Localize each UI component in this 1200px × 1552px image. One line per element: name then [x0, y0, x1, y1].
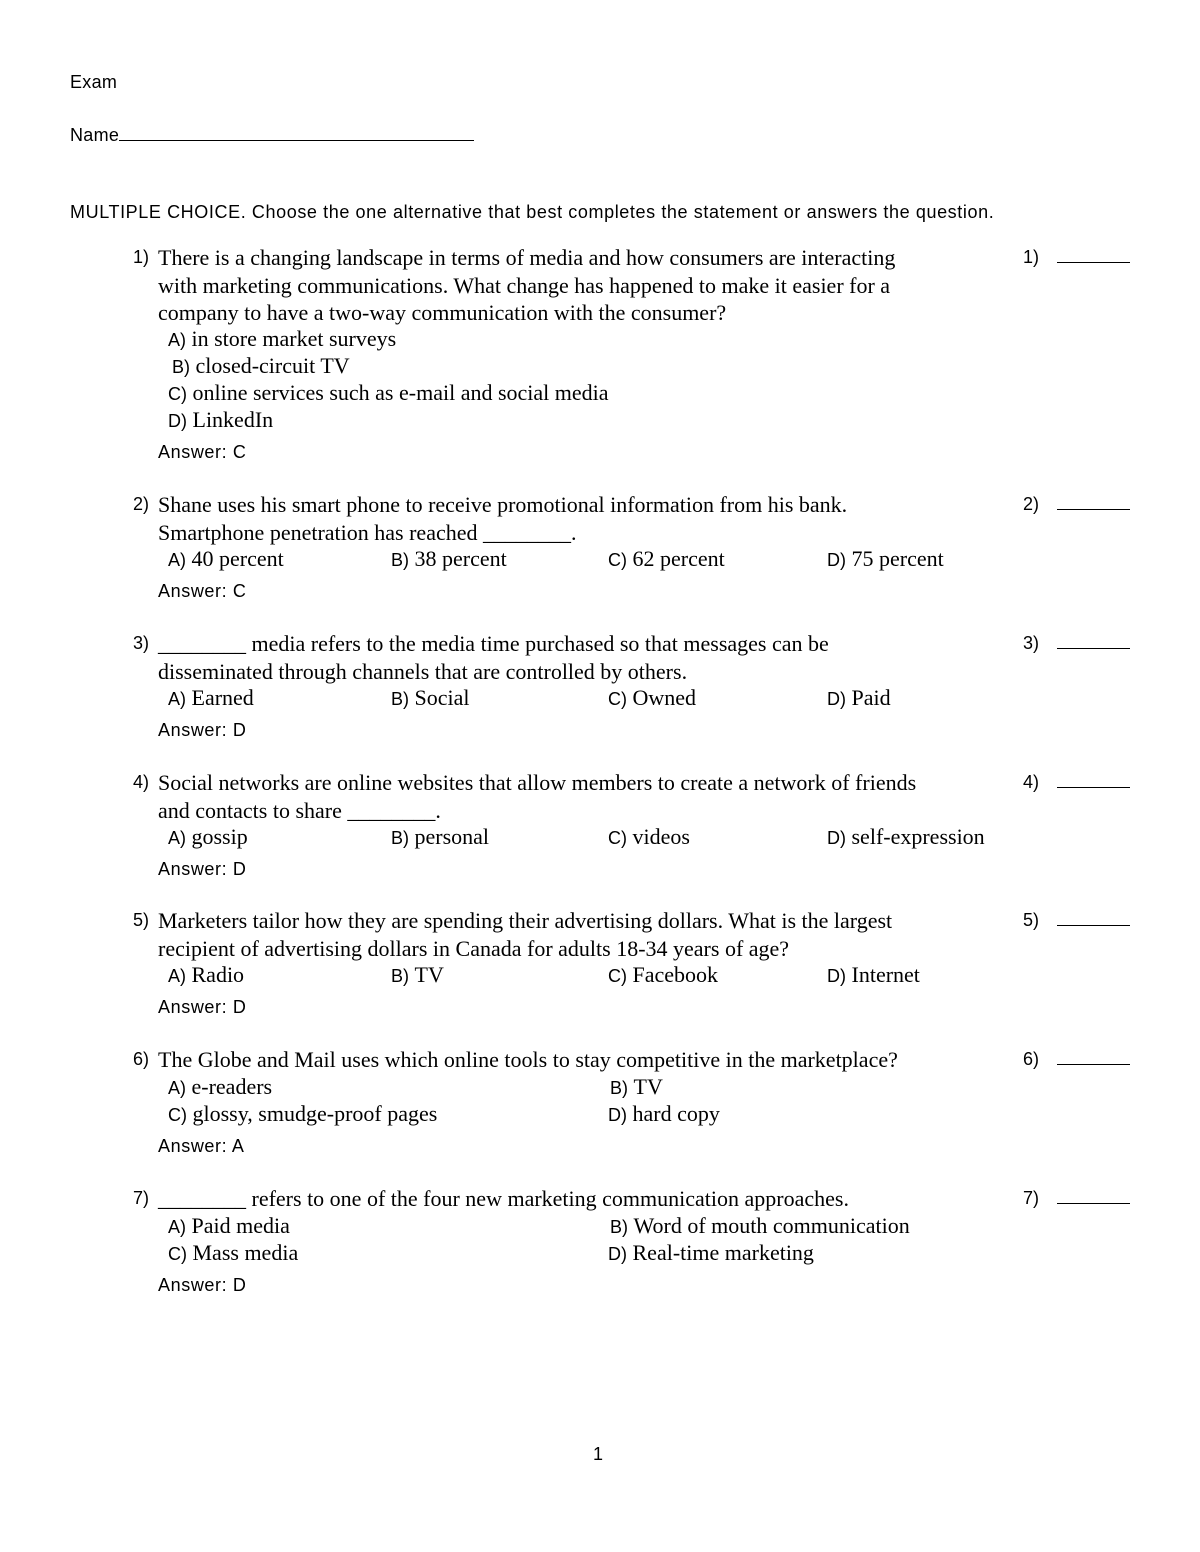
option-label: C) [608, 966, 627, 986]
response-number: 7) [1023, 1188, 1040, 1208]
question-text-line: ________ refers to one of the four new marketing communication approaches. [158, 1186, 849, 1211]
option-b[interactable] [391, 962, 444, 989]
question-text-line: There is a changing landscape in terms of media and how consumers are interacting [158, 245, 896, 270]
answer-key: Answer: D [158, 720, 247, 740]
question-text-line: disseminated through channels that are controlled by others. [158, 658, 688, 684]
name-field-row [70, 124, 474, 146]
option-text: closed-circuit TV [195, 353, 350, 378]
option-label: D) [168, 411, 187, 431]
question-text-line: and contacts to share ________. [158, 797, 441, 823]
option-d[interactable] [168, 407, 273, 434]
question-text-line: company to have a two-way communication with the consumer? [158, 300, 727, 325]
page-number: 1 [593, 1444, 604, 1464]
option-text: 62 percent [632, 546, 725, 571]
question-text [158, 630, 988, 685]
question-text [158, 491, 988, 546]
option-c[interactable] [608, 546, 725, 573]
option-a[interactable] [168, 824, 248, 851]
question-text-line: The Globe and Mail uses which online tools to stay competitive in the marketplace? [158, 1047, 898, 1072]
option-text: e-readers [191, 1074, 273, 1099]
option-label: D) [608, 1105, 627, 1125]
option-text: gossip [191, 824, 248, 849]
response-number: 4) [1023, 772, 1040, 792]
option-label: B) [610, 1217, 628, 1237]
option-label: C) [168, 1105, 187, 1125]
exam-title: Exam [70, 72, 118, 92]
option-a[interactable] [168, 1213, 290, 1240]
response-blank[interactable] [1057, 1064, 1130, 1065]
option-text: Radio [191, 962, 245, 987]
name-label: Name [70, 125, 120, 145]
answer-key: Answer: D [158, 997, 247, 1017]
question-number: 1) [133, 247, 150, 267]
question-text [158, 1185, 988, 1213]
response-blank[interactable] [1057, 787, 1130, 788]
option-text: hard copy [632, 1101, 720, 1126]
response-number: 2) [1023, 494, 1040, 514]
option-d[interactable] [827, 685, 891, 712]
question-text [158, 244, 988, 327]
option-c[interactable] [608, 962, 718, 989]
response-number: 1) [1023, 247, 1040, 267]
option-label: A) [168, 550, 186, 570]
option-label: B) [610, 1078, 628, 1098]
option-c[interactable] [168, 1240, 298, 1267]
option-a[interactable] [168, 1074, 272, 1101]
option-text: TV [414, 962, 444, 987]
option-label: D) [827, 550, 846, 570]
option-label: B) [391, 689, 409, 709]
option-b[interactable] [610, 1074, 663, 1101]
option-a[interactable] [168, 326, 396, 353]
option-label: C) [168, 1244, 187, 1264]
response-blank[interactable] [1057, 1203, 1130, 1204]
response-number: 6) [1023, 1049, 1040, 1069]
option-b[interactable] [391, 685, 470, 712]
option-b[interactable] [391, 546, 507, 573]
option-text: Paid media [191, 1213, 290, 1238]
option-label: D) [827, 689, 846, 709]
option-c[interactable] [168, 380, 609, 407]
option-text: 38 percent [414, 546, 507, 571]
question-text-line: Shane uses his smart phone to receive promotional information from his bank. [158, 492, 848, 517]
response-blank[interactable] [1057, 509, 1130, 510]
question-text-line: recipient of advertising dollars in Canada for adults 18-34 years of age? [158, 935, 790, 961]
option-d[interactable] [608, 1101, 720, 1128]
question-text [158, 907, 988, 962]
option-label: C) [608, 689, 627, 709]
option-label: B) [391, 966, 409, 986]
option-text: 75 percent [851, 546, 944, 571]
question-text [158, 1046, 988, 1074]
option-d[interactable] [827, 962, 920, 989]
option-text: 40 percent [191, 546, 284, 571]
option-c[interactable] [168, 1101, 437, 1128]
option-a[interactable] [168, 962, 244, 989]
option-text: LinkedIn [192, 407, 274, 432]
option-text: self-expression [851, 824, 985, 849]
instructions: MULTIPLE CHOICE. Choose the one alternative that best completes the statement or answers the question. [70, 202, 995, 222]
option-label: D) [608, 1244, 627, 1264]
option-d[interactable] [827, 824, 985, 851]
option-label: A) [168, 330, 186, 350]
question-number: 2) [133, 494, 150, 514]
option-c[interactable] [608, 824, 690, 851]
question-number: 5) [133, 910, 150, 930]
option-label: B) [172, 357, 190, 377]
option-text: Owned [632, 685, 697, 710]
option-label: D) [827, 828, 846, 848]
option-text: in store market surveys [191, 326, 397, 351]
question-text-line: with marketing communications. What change has happened to make it easier for a [158, 272, 891, 298]
option-text: Social [414, 685, 470, 710]
option-label: A) [168, 1078, 186, 1098]
option-text: Earned [191, 685, 254, 710]
response-blank[interactable] [1057, 262, 1130, 263]
question-text-line: Social networks are online websites that allow members to create a network of friends [158, 770, 917, 795]
option-b[interactable] [391, 824, 489, 851]
option-text: Internet [851, 962, 920, 987]
answer-key: Answer: A [158, 1136, 245, 1156]
option-label: B) [391, 550, 409, 570]
option-text: TV [633, 1074, 663, 1099]
option-text: Facebook [632, 962, 719, 987]
response-blank[interactable] [1057, 648, 1130, 649]
option-label: D) [827, 966, 846, 986]
question-text [158, 769, 988, 824]
option-text: online services such as e-mail and social media [192, 380, 609, 405]
option-label: C) [608, 550, 627, 570]
question-text-line: Smartphone penetration has reached ________. [158, 519, 577, 545]
option-text: Paid [851, 685, 891, 710]
question-number: 6) [133, 1049, 150, 1069]
question-text-line: Marketers tailor how they are spending their advertising dollars. What is the largest [158, 908, 893, 933]
question-number: 4) [133, 772, 150, 792]
answer-key: Answer: D [158, 859, 247, 879]
option-label: A) [168, 966, 186, 986]
option-label: A) [168, 828, 186, 848]
option-label: A) [168, 1217, 186, 1237]
question-number: 3) [133, 633, 150, 653]
response-blank[interactable] [1057, 925, 1130, 926]
response-number: 5) [1023, 910, 1040, 930]
option-text: videos [632, 824, 690, 849]
option-d[interactable] [608, 1240, 814, 1267]
option-a[interactable] [168, 546, 284, 573]
option-d[interactable] [827, 546, 944, 573]
response-number: 3) [1023, 633, 1040, 653]
option-label: A) [168, 689, 186, 709]
answer-key: Answer: C [158, 442, 247, 462]
option-text: glossy, smudge-proof pages [192, 1101, 438, 1126]
answer-key: Answer: C [158, 581, 247, 601]
question-number: 7) [133, 1188, 150, 1208]
name-blank[interactable] [119, 124, 474, 141]
option-b[interactable] [172, 353, 350, 380]
option-a[interactable] [168, 685, 254, 712]
option-text: personal [414, 824, 490, 849]
option-text: Real-time marketing [632, 1240, 814, 1265]
option-label: C) [168, 384, 187, 404]
option-text: Mass media [192, 1240, 299, 1265]
option-b[interactable] [610, 1213, 910, 1240]
option-label: B) [391, 828, 409, 848]
option-text: Word of mouth communication [633, 1213, 910, 1238]
option-c[interactable] [608, 685, 696, 712]
option-label: C) [608, 828, 627, 848]
answer-key: Answer: D [158, 1275, 247, 1295]
question-text-line: ________ media refers to the media time purchased so that messages can be [158, 631, 829, 656]
